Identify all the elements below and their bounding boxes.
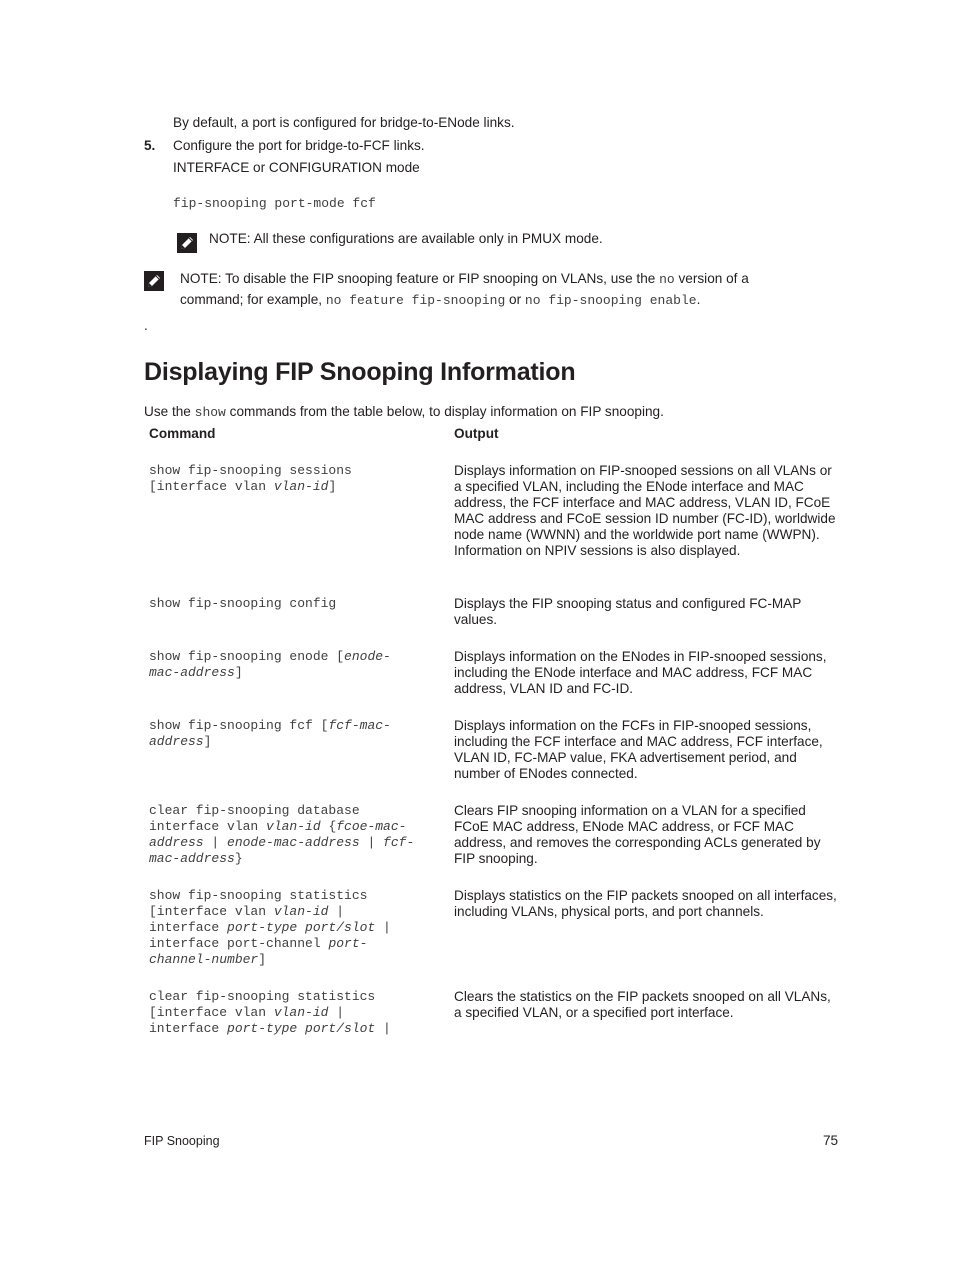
command-line <box>149 920 391 936</box>
note-label: NOTE: <box>209 231 251 246</box>
footer-section: FIP Snooping <box>144 1134 220 1148</box>
note-text: To disable the FIP snooping feature or FIP snooping on VLANs, use the <box>225 271 656 286</box>
table-row-command <box>149 803 414 867</box>
note-1 <box>209 231 603 247</box>
command-line <box>149 1021 391 1037</box>
step-text: Configure the port for bridge-to-FCF links. <box>173 138 425 153</box>
table-row-command <box>149 649 391 681</box>
command-line <box>149 734 391 750</box>
command-line <box>149 1005 391 1021</box>
command-text: | <box>375 920 391 935</box>
command-line <box>149 952 391 968</box>
inline-code: show <box>194 405 226 420</box>
command-text: ] <box>203 734 212 749</box>
note-text: or <box>509 292 522 307</box>
command-line <box>149 888 391 904</box>
command-text: | <box>375 1021 391 1036</box>
table-header-command: Command <box>149 426 216 441</box>
table-row-output: Displays statistics on the FIP packets snooped on all interfaces, including VLANs, physical ports, and port channels. <box>454 888 837 919</box>
command-text: ] <box>234 665 243 680</box>
note-text: command; for example, <box>180 292 323 307</box>
note-pencil-icon <box>177 233 197 258</box>
command-line <box>149 936 391 952</box>
command-text: [interface vlan <box>149 479 274 494</box>
command-text: clear fip-snooping statistics <box>149 989 376 1004</box>
command-line <box>149 803 414 819</box>
command-placeholder: port-type port/slot <box>227 920 376 935</box>
command-line <box>149 835 414 851</box>
default-port-text: By default, a port is configured for bridge-to-ENode links. <box>173 115 515 130</box>
note-label: NOTE: <box>180 271 222 286</box>
command-placeholder: port-type port/slot <box>227 1021 376 1036</box>
note-2 <box>180 269 820 311</box>
command-text: } <box>234 851 243 866</box>
command-text: show fip-snooping enode [ <box>149 649 345 664</box>
note-text: . <box>696 292 701 307</box>
note-pencil-icon <box>144 271 164 296</box>
table-row-output: Displays information on the FCFs in FIP-snooped sessions, including the FCF interface and MAC address, FCF interface, VLAN ID, FC-MAP value, FKA advertisement period, and number of ENodes connected. <box>454 718 823 781</box>
command-placeholder: address <box>149 835 204 850</box>
table-row-command <box>149 718 391 750</box>
table-row-command <box>149 463 352 495</box>
command-text: | <box>203 835 228 850</box>
command-text: interface <box>149 920 228 935</box>
page-number: 75 <box>823 1133 839 1148</box>
table-header-output: Output <box>454 426 499 441</box>
command-placeholder: channel-number <box>149 952 259 967</box>
inline-code: no fip-snooping enable <box>524 293 697 308</box>
mode-text: INTERFACE or CONFIGURATION mode <box>173 160 420 175</box>
command-text: clear fip-snooping database <box>149 803 360 818</box>
command-line <box>149 718 391 734</box>
command-line <box>149 479 352 495</box>
command-placeholder: address <box>149 734 204 749</box>
command-text: ] <box>258 952 267 967</box>
stray-dot: . <box>144 318 148 333</box>
command-line <box>149 665 391 681</box>
command-placeholder: vlan-id <box>266 819 321 834</box>
command-text: ] <box>328 479 337 494</box>
table-row-command <box>149 888 391 968</box>
command-text: [interface vlan <box>149 1005 274 1020</box>
command-placeholder: fcf- <box>383 835 415 850</box>
command-line <box>149 649 391 665</box>
note-text: version of a <box>678 271 749 286</box>
command-text: { <box>320 819 337 834</box>
command-text: show fip-snooping config <box>149 596 337 611</box>
command-text: show fip-snooping statistics <box>149 888 368 903</box>
command-placeholder: fcf-mac- <box>328 718 391 733</box>
command-text: | <box>328 1005 345 1020</box>
command-placeholder: enode- <box>344 649 391 664</box>
command-line <box>149 851 414 867</box>
table-row-output: Clears the statistics on the FIP packets snooped on all VLANs, a specified VLAN, or a specified port interface. <box>454 989 831 1020</box>
command-text: [interface vlan <box>149 904 274 919</box>
command-line <box>149 463 352 479</box>
command-line <box>149 989 391 1005</box>
command-placeholder: fcoe-mac- <box>336 819 407 834</box>
table-row-output: Displays information on the ENodes in FIP-snooped sessions, including the ENode interface and MAC address, FCF MAC address, VLAN ID and FC-ID. <box>454 649 827 696</box>
command-text: | <box>359 835 384 850</box>
command-text: show fip-snooping fcf [ <box>149 718 329 733</box>
command-text: | <box>328 904 345 919</box>
command-text: interface vlan <box>149 819 267 834</box>
table-row-command <box>149 989 391 1037</box>
command-placeholder: mac-address <box>149 665 235 680</box>
table-row-output: Displays the FIP snooping status and configured FC-MAP values. <box>454 596 802 627</box>
port-mode-command: fip-snooping port-mode fcf <box>173 196 376 211</box>
command-text: interface <box>149 1021 228 1036</box>
table-row-output: Displays information on FIP-snooped sessions on all VLANs or a specified VLAN, including the ENode interface and MAC address, the FCF interface and MAC address, VLAN ID, FCoE MAC address and FCoE session ID number (FC-ID), worldwide node name (WWNN) and the worldwide port name (WWPN). Information on NPIV sessions is also displayed. <box>454 463 836 558</box>
command-placeholder: vlan-id <box>273 1005 329 1020</box>
table-row-output: Clears FIP snooping information on a VLAN for a specified FCoE MAC address, ENode MAC address, or FCF MAC address, and removes the corresponding ACLs generated by FIP snooping. <box>454 803 821 866</box>
command-text: show fip-snooping sessions <box>149 463 352 478</box>
command-placeholder: vlan-id <box>273 479 329 494</box>
section-intro: Use the show commands from the table below, to display information on FIP snooping. <box>144 404 664 420</box>
command-line <box>149 819 414 835</box>
section-title: Displaying FIP Snooping Information <box>144 358 576 386</box>
command-text: interface port-channel <box>149 936 329 951</box>
step-number: 5. <box>144 138 156 153</box>
command-placeholder: port- <box>328 936 368 951</box>
note-text: All these configurations are available only in PMUX mode. <box>253 231 603 246</box>
command-placeholder: mac-address <box>149 851 235 866</box>
command-placeholder: vlan-id <box>273 904 329 919</box>
command-placeholder: enode-mac-address <box>227 835 360 850</box>
inline-code: no feature fip-snooping <box>325 293 506 308</box>
table-row-command <box>149 596 336 612</box>
command-line <box>149 596 336 612</box>
command-line <box>149 904 391 920</box>
inline-code: no <box>659 272 675 287</box>
